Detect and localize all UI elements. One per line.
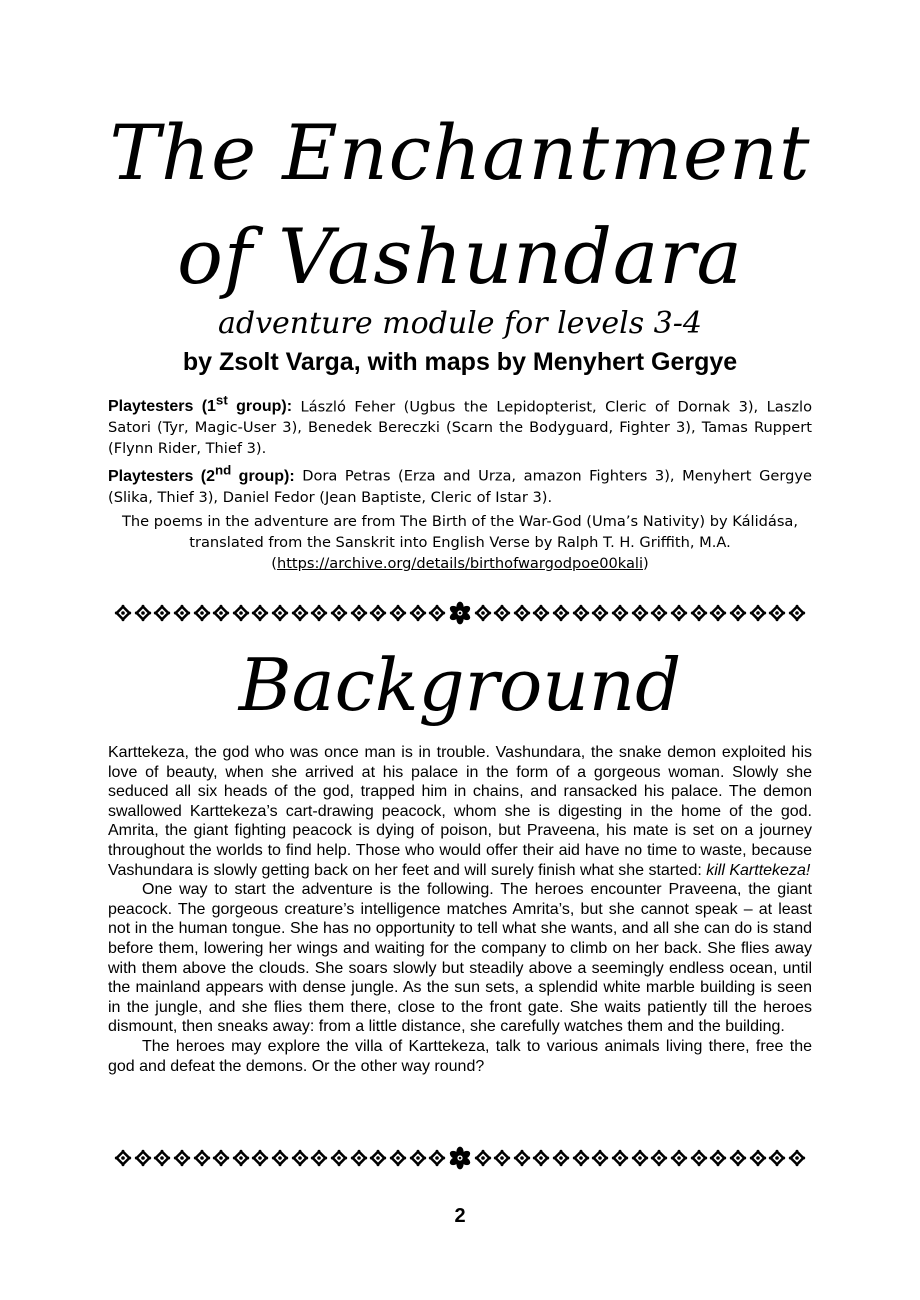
ornament-diamond-icon (251, 1149, 269, 1167)
ornament-diamond-icon (493, 1149, 511, 1167)
playtesters-group-1-label: Playtesters (1st group): (108, 393, 293, 416)
ornament-diamond-icon (650, 1149, 668, 1167)
ornament-flower-icon (448, 601, 472, 625)
ornament-diamond-icon (173, 604, 191, 622)
ornament-diamond-icon (768, 1149, 786, 1167)
ornament-diamond-icon (409, 604, 427, 622)
ornament-diamond-icon (493, 604, 511, 622)
ornament-diamond-icon (134, 1149, 152, 1167)
ornament-diamond-icon (729, 604, 747, 622)
ornament-diamond-icon (572, 1149, 590, 1167)
ornament-diamond-icon (369, 604, 387, 622)
ornament-diamond-icon (310, 1149, 328, 1167)
poem-credits-text: The poems in the adventure are from The Birth of the War-God (Uma’s Nativity) by Kálidása, translated from the Sanskrit into English Verse by Ralph T. H. Griffith, M.A. (121, 513, 799, 551)
ornament-diamond-icon (572, 604, 590, 622)
ornament-diamond-icon (350, 1149, 368, 1167)
ornament-diamond-icon (513, 1149, 531, 1167)
ornament-diamond-icon (749, 604, 767, 622)
ornamental-divider-bottom (114, 1145, 806, 1171)
ornament-diamond-icon (271, 1149, 289, 1167)
ornament-diamond-icon (212, 1149, 230, 1167)
ornament-diamond-icon (330, 604, 348, 622)
ornament-diamond-icon (291, 604, 309, 622)
ornament-diamond-icon (513, 604, 531, 622)
ornament-diamond-icon (631, 1149, 649, 1167)
background-body (108, 743, 812, 1076)
ornament-diamond-icon (114, 1149, 132, 1167)
ornament-diamond-icon (291, 1149, 309, 1167)
ornament-diamond-icon (114, 604, 132, 622)
byline: by Zsolt Varga, with maps by Menyhert Gergye (182, 348, 738, 376)
ornament-diamond-icon (350, 604, 368, 622)
ornament-diamond-icon (409, 1149, 427, 1167)
playtesters-block (108, 390, 812, 508)
subtitle: adventure module for levels 3-4 (218, 306, 702, 341)
ornament-diamond-icon (310, 604, 328, 622)
playtesters-group-1-text: László Feher (Ugbus the Lepidopterist, Cleric of Dornak 3), Laszlo Satori (Tyr, Magic-User 3), Benedek Bereczki (Scarn the Bodyguard, Fighter 3), Tamas Ruppert (Flynn Rider, Thief 3). (108, 398, 813, 458)
ornament-diamond-icon (330, 1149, 348, 1167)
ornament-diamond-icon (193, 604, 211, 622)
page-number: 2 (454, 1205, 466, 1227)
ornament-diamond-icon (232, 1149, 250, 1167)
archive-link[interactable]: https://archive.org/details/birthofwargodpoe00kali (276, 555, 644, 572)
ornament-diamond-icon (709, 1149, 727, 1167)
emphasis-text: kill Karttekeza! (706, 861, 811, 879)
playtesters-group-2-text: Dora Petras (Erza and Urza, amazon Fighters 3), Menyhert Gergye (Slika, Thief 3), Daniel Fedor (Jean Baptiste, Cleric of Istar 3). (108, 467, 813, 506)
title-line-2: of Vashundara (177, 212, 743, 301)
ornament-diamond-icon (474, 1149, 492, 1167)
ornament-flower-icon (448, 1146, 472, 1170)
ornament-diamond-icon (729, 1149, 747, 1167)
background-paragraph-1: Karttekeza, the god who was once man is in trouble. Vashundara, the snake demon exploited his love of beauty, when she arrived at his palace in the form of a gorgeous woman. Slowly she seduced all six heads of the god, trapped him in chains, and ransacked his palace. The demon swallowed Karttekeza’s cart-drawing peacock, whom she is digesting in the home of the god. Amrita, the giant fighting peacock is dying of poison, but Praveena, his mate is set on a journey throughout the worlds to find help. Those who would offer their aid have no time to waste, because Vashundara is slowly getting back on her feet and will surely finish what she started: kill Karttekeza! (108, 744, 812, 879)
ornament-diamond-icon (193, 1149, 211, 1167)
ornament-diamond-icon (690, 604, 708, 622)
ornamental-divider-top (114, 600, 806, 626)
ornament-diamond-icon (474, 604, 492, 622)
ornament-diamond-icon (591, 1149, 609, 1167)
title-line-1: The Enchantment (109, 108, 811, 197)
ornament-diamond-icon (650, 604, 668, 622)
ornament-diamond-icon (134, 604, 152, 622)
ornament-diamond-icon (153, 1149, 171, 1167)
section-heading-background: Background (238, 643, 682, 727)
ornament-diamond-icon (369, 1149, 387, 1167)
ornament-diamond-icon (212, 604, 230, 622)
playtesters-group-1 (108, 390, 812, 459)
ornament-diamond-icon (690, 1149, 708, 1167)
ornament-diamond-icon (591, 604, 609, 622)
playtesters-group-2 (108, 459, 812, 507)
ornament-diamond-icon (749, 1149, 767, 1167)
ornament-diamond-icon (389, 1149, 407, 1167)
ornament-diamond-icon (232, 604, 250, 622)
ornament-diamond-icon (532, 604, 550, 622)
ornament-diamond-icon (271, 604, 289, 622)
poem-credits: The poems in the adventure are from The Birth of the War-God (Uma’s Nativity) by Kálidása, translated from the Sanskrit into English Verse by Ralph T. H. Griffith, M.A. (https://archive.org/details/birthofwargodpoe00kali) (108, 511, 812, 574)
ornament-diamond-icon (768, 604, 786, 622)
ornament-diamond-icon (251, 604, 269, 622)
background-paragraph-2: One way to start the adventure is the following. The heroes encounter Praveena, the giant peacock. The gorgeous creature’s intelligence matches Amrita’s, but she cannot speak – at least not in the human tongue. She has no opportunity to tell what she wants, and all she can do is stand before them, lowering her wings and waiting for the company to climb on her back. She flies away with them above the clouds. She soars slowly but steadily above a seemingly endless ocean, until the mainland appears with dense jungle. As the sun sets, a splendid white marble building is seen in the jungle, and she flies them there, close to the front gate. She waits patiently till the heroes dismount, then sneaks away: from a little distance, she carefully watches them and the building. (108, 881, 812, 1036)
ornament-diamond-icon (631, 604, 649, 622)
ornament-diamond-icon (428, 1149, 446, 1167)
ornament-diamond-icon (670, 604, 688, 622)
ornament-diamond-icon (670, 1149, 688, 1167)
ornament-diamond-icon (173, 1149, 191, 1167)
ornament-diamond-icon (532, 1149, 550, 1167)
ornament-diamond-icon (153, 604, 171, 622)
ornament-diamond-icon (788, 604, 806, 622)
ornament-diamond-icon (428, 604, 446, 622)
ornament-diamond-icon (788, 1149, 806, 1167)
playtesters-group-2-label: Playtesters (2nd group): (108, 462, 295, 485)
background-paragraph-3: The heroes may explore the villa of Karttekeza, talk to various animals living there, free the god and defeat the demons. Or the other way round? (108, 1037, 812, 1075)
ornament-diamond-icon (389, 604, 407, 622)
ornament-diamond-icon (552, 1149, 570, 1167)
ornament-diamond-icon (552, 604, 570, 622)
ornament-diamond-icon (611, 604, 629, 622)
ornament-diamond-icon (709, 604, 727, 622)
ornament-diamond-icon (611, 1149, 629, 1167)
